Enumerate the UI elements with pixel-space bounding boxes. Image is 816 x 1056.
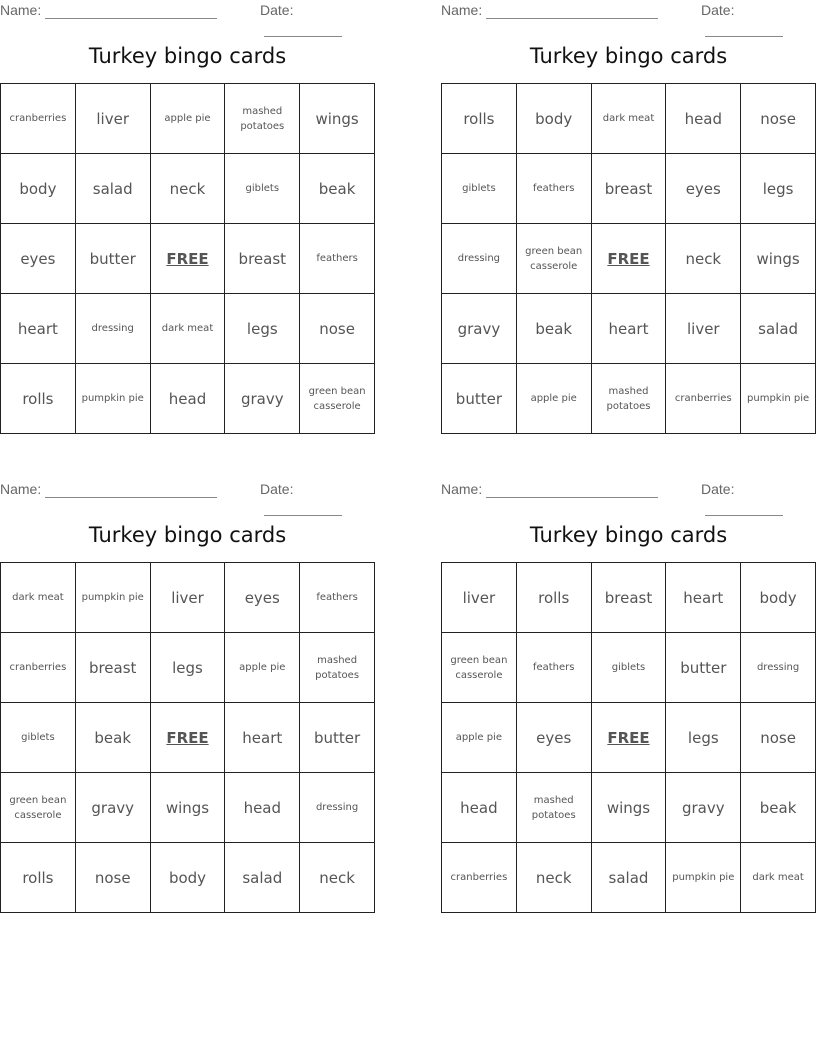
- bingo-cell[interactable]: eyes: [517, 703, 592, 773]
- bingo-cell[interactable]: gravy: [666, 773, 741, 843]
- name-field[interactable]: [441, 480, 658, 498]
- bingo-cell[interactable]: giblets: [1, 703, 76, 773]
- bingo-cell[interactable]: liver: [151, 563, 226, 633]
- bingo-cell[interactable]: legs: [741, 154, 816, 224]
- bingo-cell[interactable]: dark meat: [741, 843, 816, 913]
- date-label: Date:: [701, 481, 735, 497]
- bingo-cell[interactable]: butter: [442, 364, 517, 434]
- bingo-cell[interactable]: heart: [592, 294, 667, 364]
- bingo-cell[interactable]: apple pie: [442, 703, 517, 773]
- date-blank-line[interactable]: [705, 500, 783, 516]
- bingo-cell[interactable]: apple pie: [517, 364, 592, 434]
- bingo-cell[interactable]: legs: [225, 294, 300, 364]
- name-field[interactable]: [0, 480, 217, 498]
- bingo-cell[interactable]: head: [151, 364, 226, 434]
- name-date-header: [441, 1, 816, 19]
- bingo-cell[interactable]: breast: [225, 224, 300, 294]
- bingo-card: [0, 0, 375, 440]
- name-label: Name:: [0, 2, 42, 18]
- bingo-cell[interactable]: body: [1, 154, 76, 224]
- bingo-cell[interactable]: dressing: [442, 224, 517, 294]
- bingo-cell[interactable]: head: [442, 773, 517, 843]
- name-label: Name:: [0, 481, 42, 497]
- bingo-cell[interactable]: wings: [592, 773, 667, 843]
- date-label: Date:: [260, 481, 294, 497]
- free-space-cell[interactable]: FREE: [151, 703, 226, 773]
- bingo-cell[interactable]: eyes: [1, 224, 76, 294]
- bingo-cell[interactable]: apple pie: [151, 84, 226, 154]
- date-label: Date:: [701, 2, 735, 18]
- bingo-cell[interactable]: beak: [741, 773, 816, 843]
- bingo-cell[interactable]: eyes: [225, 563, 300, 633]
- name-label: Name:: [441, 481, 483, 497]
- bingo-cell[interactable]: liver: [442, 563, 517, 633]
- bingo-cell[interactable]: giblets: [225, 154, 300, 224]
- bingo-cell[interactable]: pumpkin pie: [666, 843, 741, 913]
- bingo-cell[interactable]: beak: [517, 294, 592, 364]
- bingo-cell[interactable]: feathers: [517, 154, 592, 224]
- bingo-cell[interactable]: cranberries: [1, 84, 76, 154]
- name-date-header: [0, 1, 375, 19]
- bingo-cell[interactable]: neck: [151, 154, 226, 224]
- bingo-cell[interactable]: butter: [76, 224, 151, 294]
- bingo-cell[interactable]: nose: [741, 84, 816, 154]
- bingo-cell[interactable]: body: [741, 563, 816, 633]
- bingo-cell[interactable]: salad: [741, 294, 816, 364]
- bingo-grid: [441, 562, 816, 913]
- bingo-cell[interactable]: apple pie: [225, 633, 300, 703]
- bingo-cell[interactable]: salad: [76, 154, 151, 224]
- name-field[interactable]: [0, 1, 217, 19]
- name-blank-line[interactable]: [486, 3, 658, 19]
- card-title: Turkey bingo cards: [88, 44, 287, 68]
- bingo-cell[interactable]: body: [151, 843, 226, 913]
- bingo-cell[interactable]: giblets: [592, 633, 667, 703]
- bingo-cell[interactable]: breast: [76, 633, 151, 703]
- bingo-cell[interactable]: nose: [741, 703, 816, 773]
- date-field[interactable]: [701, 1, 816, 37]
- bingo-cell[interactable]: beak: [300, 154, 375, 224]
- bingo-cell[interactable]: neck: [517, 843, 592, 913]
- bingo-cell[interactable]: dressing: [741, 633, 816, 703]
- date-label: Date:: [260, 2, 294, 18]
- bingo-cell[interactable]: cranberries: [442, 843, 517, 913]
- bingo-cell[interactable]: green bean casserole: [300, 364, 375, 434]
- bingo-cell[interactable]: liver: [666, 294, 741, 364]
- name-blank-line[interactable]: [45, 482, 217, 498]
- bingo-cell[interactable]: gravy: [76, 773, 151, 843]
- name-field[interactable]: [441, 1, 658, 19]
- name-label: Name:: [441, 2, 483, 18]
- bingo-cell[interactable]: green bean casserole: [442, 633, 517, 703]
- date-blank-line[interactable]: [264, 500, 342, 516]
- bingo-cell[interactable]: body: [517, 84, 592, 154]
- free-space-cell[interactable]: FREE: [592, 224, 667, 294]
- card-title: Turkey bingo cards: [529, 44, 728, 68]
- name-date-header: [441, 480, 816, 498]
- bingo-cell[interactable]: gravy: [442, 294, 517, 364]
- bingo-cell[interactable]: salad: [225, 843, 300, 913]
- bingo-cell[interactable]: rolls: [1, 364, 76, 434]
- bingo-cell[interactable]: dressing: [300, 773, 375, 843]
- bingo-cell[interactable]: heart: [1, 294, 76, 364]
- bingo-grid: [0, 562, 375, 913]
- name-blank-line[interactable]: [486, 482, 658, 498]
- bingo-grid: [0, 83, 375, 434]
- bingo-cell[interactable]: wings: [741, 224, 816, 294]
- card-title: Turkey bingo cards: [529, 523, 728, 547]
- bingo-cell[interactable]: beak: [76, 703, 151, 773]
- bingo-cell[interactable]: head: [225, 773, 300, 843]
- bingo-card: [0, 479, 375, 919]
- bingo-cell[interactable]: neck: [300, 843, 375, 913]
- bingo-cell[interactable]: rolls: [442, 84, 517, 154]
- bingo-cell[interactable]: pumpkin pie: [76, 563, 151, 633]
- bingo-cell[interactable]: pumpkin pie: [741, 364, 816, 434]
- bingo-grid: [441, 83, 816, 434]
- bingo-cell[interactable]: butter: [300, 703, 375, 773]
- bingo-cell[interactable]: heart: [666, 563, 741, 633]
- bingo-card: [441, 479, 816, 919]
- bingo-cell[interactable]: heart: [225, 703, 300, 773]
- bingo-cell[interactable]: butter: [666, 633, 741, 703]
- bingo-cell[interactable]: cranberries: [666, 364, 741, 434]
- bingo-cell[interactable]: head: [666, 84, 741, 154]
- date-field[interactable]: [701, 480, 816, 516]
- bingo-cell[interactable]: nose: [76, 843, 151, 913]
- card-title: Turkey bingo cards: [88, 523, 287, 547]
- name-blank-line[interactable]: [45, 3, 217, 19]
- bingo-cell[interactable]: green bean casserole: [517, 224, 592, 294]
- bingo-cell[interactable]: green bean casserole: [1, 773, 76, 843]
- bingo-cell[interactable]: feathers: [517, 633, 592, 703]
- bingo-cell[interactable]: feathers: [300, 224, 375, 294]
- bingo-cell[interactable]: gravy: [225, 364, 300, 434]
- date-field[interactable]: [260, 480, 375, 516]
- date-blank-line[interactable]: [264, 21, 342, 37]
- bingo-cell[interactable]: cranberries: [1, 633, 76, 703]
- bingo-cell[interactable]: dark meat: [151, 294, 226, 364]
- bingo-cell[interactable]: dark meat: [1, 563, 76, 633]
- bingo-cell[interactable]: wings: [151, 773, 226, 843]
- date-field[interactable]: [260, 1, 375, 37]
- bingo-cell[interactable]: dark meat: [592, 84, 667, 154]
- date-blank-line[interactable]: [705, 21, 783, 37]
- bingo-cell[interactable]: rolls: [517, 563, 592, 633]
- bingo-cell[interactable]: breast: [592, 563, 667, 633]
- bingo-cell[interactable]: eyes: [666, 154, 741, 224]
- bingo-cell[interactable]: mashed potatoes: [300, 633, 375, 703]
- bingo-cell[interactable]: liver: [76, 84, 151, 154]
- bingo-cell[interactable]: neck: [666, 224, 741, 294]
- bingo-cell[interactable]: breast: [592, 154, 667, 224]
- bingo-cell[interactable]: mashed potatoes: [592, 364, 667, 434]
- bingo-cell[interactable]: rolls: [1, 843, 76, 913]
- bingo-cell[interactable]: salad: [592, 843, 667, 913]
- bingo-card: [441, 0, 816, 440]
- bingo-cell[interactable]: wings: [300, 84, 375, 154]
- free-space-cell[interactable]: FREE: [592, 703, 667, 773]
- bingo-cell[interactable]: nose: [300, 294, 375, 364]
- name-date-header: [0, 480, 375, 498]
- bingo-cell[interactable]: feathers: [300, 563, 375, 633]
- bingo-cell[interactable]: dressing: [76, 294, 151, 364]
- bingo-cell[interactable]: pumpkin pie: [76, 364, 151, 434]
- bingo-cell[interactable]: mashed potatoes: [225, 84, 300, 154]
- bingo-cell[interactable]: giblets: [442, 154, 517, 224]
- free-space-cell[interactable]: FREE: [151, 224, 226, 294]
- bingo-cell[interactable]: mashed potatoes: [517, 773, 592, 843]
- bingo-cell[interactable]: legs: [666, 703, 741, 773]
- bingo-cell[interactable]: legs: [151, 633, 226, 703]
